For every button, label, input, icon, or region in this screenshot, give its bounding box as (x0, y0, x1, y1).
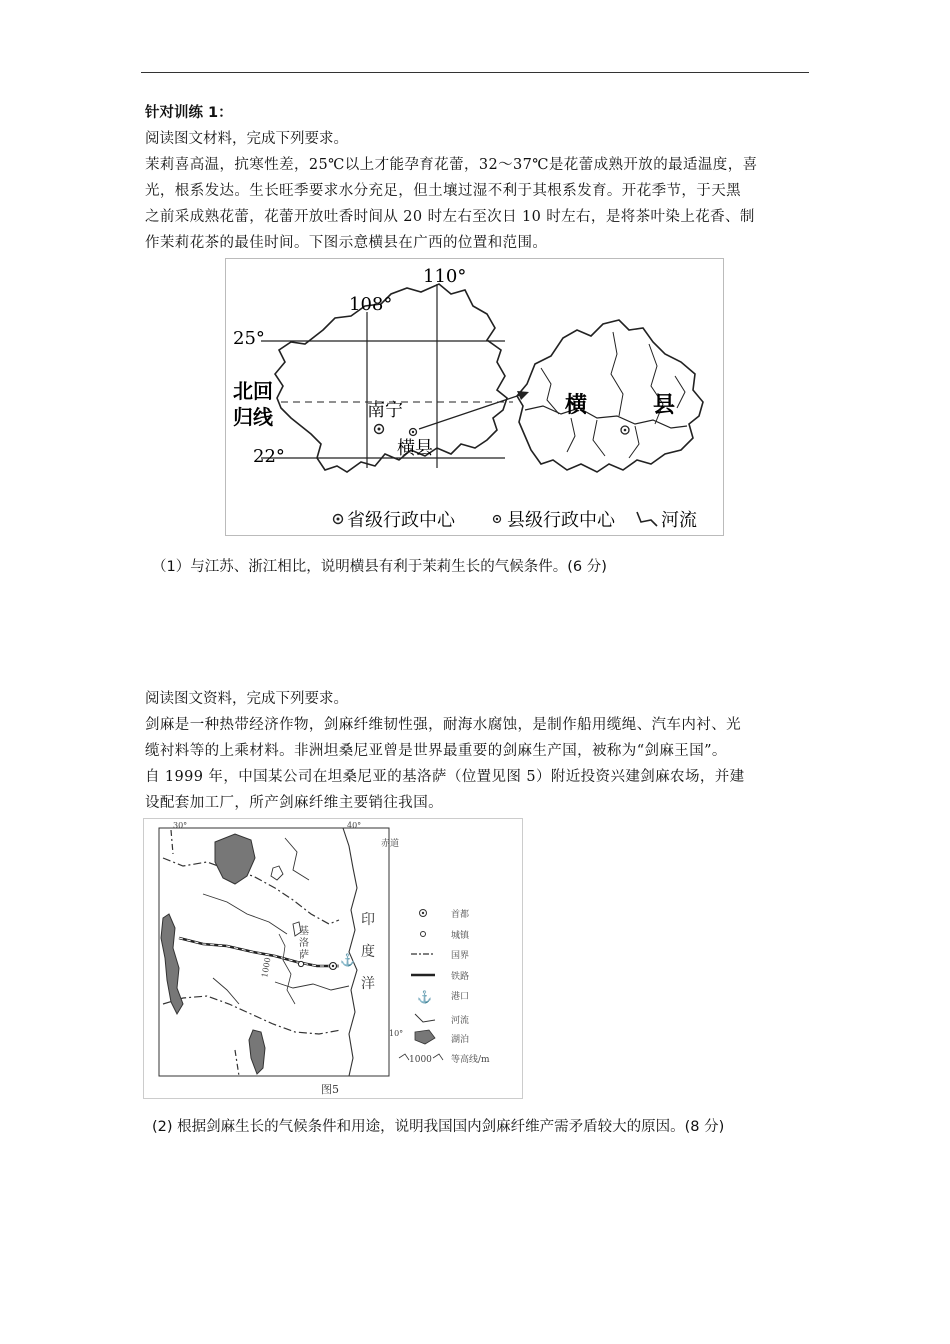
river-3 (611, 332, 623, 416)
legend-town-icon (421, 932, 426, 937)
figure-tanzania-map (143, 818, 523, 1099)
passage2-line3: 自 1999 年，中国某公司在坦桑尼亚的基洛萨（位置见图 5）附近投资兴建剑麻农场，并建 (145, 769, 745, 785)
river-2 (541, 368, 559, 414)
arrow-line (419, 394, 523, 429)
river-6 (593, 420, 605, 456)
heng-label: 横 (565, 392, 588, 418)
passage2-line2: 缆衬料等的上乘材料。非洲坦桑尼亚曾是世界最重要的剑麻生产国，被称为“剑麻王国”。 (145, 743, 727, 759)
lon-108-label: 108° (349, 294, 393, 315)
tropic-label-2: 归线 (233, 405, 273, 429)
figure-guangxi-map (225, 258, 724, 536)
legend-town-label: 城镇 (451, 931, 470, 941)
nanning-label: 南宁 (367, 400, 403, 421)
figure-caption: 图5 (321, 1083, 339, 1096)
legend-capital-label: 首都 (451, 910, 470, 920)
lat-10-label: 10° (389, 1029, 404, 1038)
legend-river-label: 河流 (661, 510, 697, 531)
kilosa-marker (298, 961, 303, 966)
header-rule (141, 72, 809, 73)
passage2-line1: 剑麻是一种热带经济作物，剑麻纤维韧性强，耐海水腐蚀，是制作船用缆绳、汽车内衬、光 (145, 717, 741, 733)
legend-river-label: 河流 (451, 1016, 470, 1026)
river-5 (567, 418, 575, 452)
kilosa-label-3: 萨 (299, 950, 309, 961)
legend-contour-value: 1000 (409, 1055, 432, 1065)
section2-intro: 阅读图文资料，完成下列要求。 (145, 691, 348, 707)
passage1-line2: 光，根系发达。生长旺季要求水分充足，但土壤过湿不利于其根系发育。开花季节，于天黑 (145, 183, 741, 199)
passage1-line4: 作茉莉花茶的最佳时间。下图示意横县在广西的位置和范围。 (145, 235, 548, 251)
legend-lake-label: 湖泊 (451, 1035, 470, 1045)
question-2: (2) 根据剑麻生长的气候条件和用途，说明我国国内剑麻纤维产需矛盾较大的原因。(8 分) (152, 1119, 725, 1135)
legend-river-icon (637, 512, 657, 526)
river-8 (675, 376, 685, 408)
passage2-line4: 设配套加工厂，所产剑麻纤维主要销往我国。 (145, 795, 443, 811)
hengxian-label: 横县 (397, 438, 433, 459)
port-anchor-icon: ⚓ (340, 953, 355, 967)
contour-value-label: 1000 (260, 956, 273, 979)
river-7 (629, 426, 639, 458)
passage1-line3: 之前采成熟花蕾，花蕾开放吐香时间从 20 时左右至次日 10 时左右，是将茶叶染上花香、制 (145, 209, 755, 225)
ocean-label-3: 洋 (361, 976, 375, 992)
kilosa-label-1: 基 (299, 926, 309, 937)
section-heading: 针对训练 1： (145, 105, 233, 121)
legend-rail-label: 铁路 (451, 972, 470, 982)
hengxian-outline (517, 320, 703, 472)
section1-intro: 阅读图文材料，完成下列要求。 (145, 131, 348, 147)
lon-40-label: 40° (347, 821, 362, 830)
passage1-line1: 茉莉喜高温，抗寒性差，25℃以上才能孕育花蕾，32～37℃是花蕾成熟开放的最适温度，喜 (145, 157, 758, 173)
xian-label: 县 (653, 392, 676, 418)
lat-22-label: 22° (253, 446, 285, 467)
tropic-label-1: 北回 (233, 379, 273, 403)
legend-port-icon: ⚓ (417, 990, 432, 1004)
ocean-label-2: 度 (361, 944, 375, 960)
legend-provincial-label: 省级行政中心 (347, 510, 455, 531)
lon-30-label: 30° (173, 821, 188, 830)
question-1: （1）与江苏、浙江相比，说明横县有利于茉莉生长的气候条件。(6 分) (152, 559, 607, 575)
kilosa-label-2: 洛 (299, 938, 309, 949)
equator-label: 赤道 (381, 839, 400, 849)
legend-county-label: 县级行政中心 (507, 510, 615, 531)
ocean-label-1: 印 (361, 912, 375, 928)
lon-110-label: 110° (423, 266, 467, 287)
legend-contour-label: 等高线/m (451, 1055, 490, 1065)
legend-port-label: 港口 (451, 992, 470, 1002)
lat-25-label: 25° (233, 328, 265, 349)
legend-border-label: 国界 (451, 951, 470, 961)
